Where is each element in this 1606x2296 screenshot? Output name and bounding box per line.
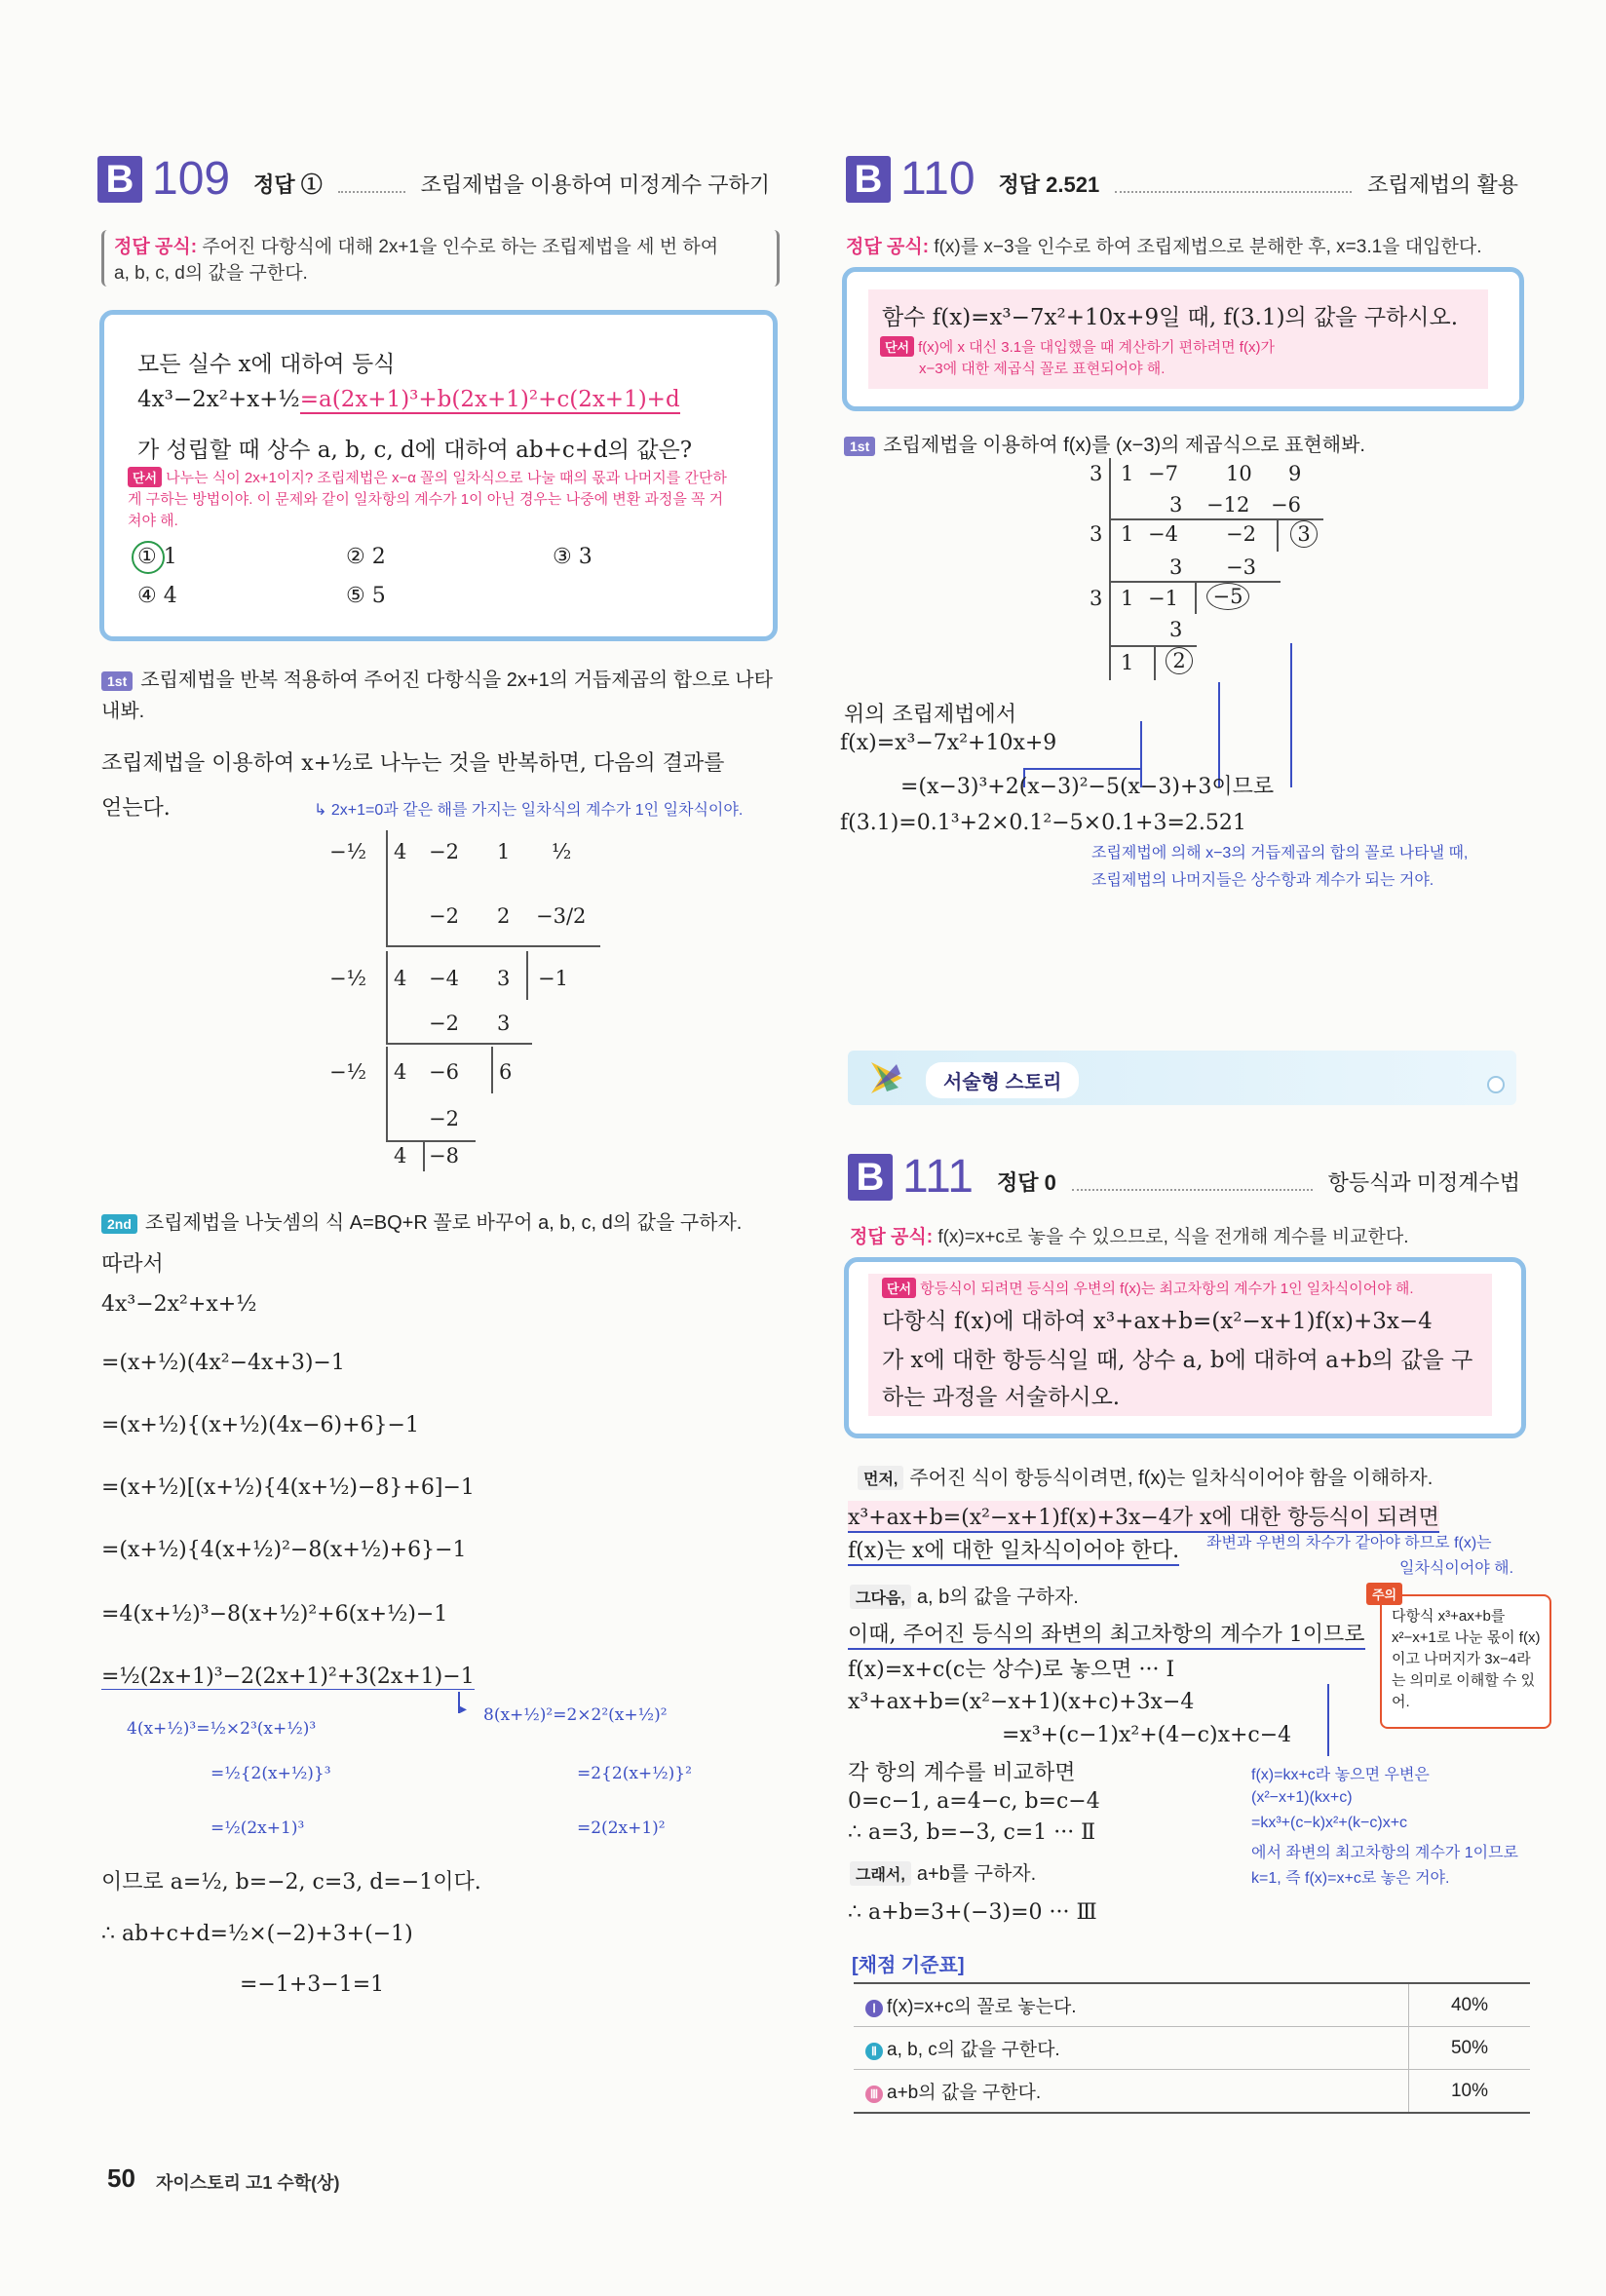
identity-note2: 일차식이어야 해. [1399, 1560, 1514, 1577]
problem-111-header [848, 1151, 1520, 1203]
criteria-desc: f(x)=x+c의 꼴로 놓는다. [887, 1997, 1077, 2017]
coef: 3 [497, 967, 511, 990]
coef: 1 [1121, 651, 1134, 674]
topic: 조립제법을 이용하여 미정계수 구하기 [420, 172, 770, 197]
divisor-3: −½ [329, 1060, 366, 1084]
final-line1: ∴ ab+c+d=½×(−2)+3+(−1) [101, 1922, 413, 1946]
step-tag: 2nd [101, 1214, 137, 1234]
step-text: 조립제법을 이용하여 f(x)를 (x−3)의 제곱식으로 표현해봐. [883, 435, 1365, 456]
coef: 1 [1121, 462, 1134, 485]
formula-line2: a, b, c, d의 값을 구한다. [114, 263, 308, 284]
solution-line: 이때, 주어진 등식의 좌변의 최고차항의 계수가 1이므로 [848, 1618, 1365, 1650]
side-note: (x²−x+1)(kx+c) [1251, 1789, 1353, 1806]
side-note: 에서 좌변의 최고차항의 계수가 1이므로 [1251, 1845, 1518, 1861]
hint-line1: f(x)에 x 대신 3.1을 대입했을 때 계산하기 편하려면 f(x)가 [918, 339, 1275, 356]
question-line3: 가 성립할 때 상수 a, b, c, d에 대하여 ab+c+d의 값은? [137, 438, 693, 463]
blue-note: 4(x+½)³=½×2³(x+½)³ [127, 1719, 317, 1739]
eq-left: 4x³−2x²+x+½ [137, 387, 300, 412]
step1-109 [101, 665, 774, 727]
story-banner [848, 1051, 1516, 1105]
next-step [850, 1581, 1079, 1609]
answer: 정답 2.521 [998, 172, 1100, 197]
criteria-text [854, 2070, 1409, 2114]
level-badge: B [97, 156, 142, 203]
note-line2: 조립제법의 나머지들은 상수항과 계수가 되는 거야. [1091, 872, 1434, 889]
question-line3: 하는 과정을 서술하시오. [882, 1385, 1121, 1410]
divider [338, 191, 405, 193]
step-tag: 1st [844, 437, 875, 456]
remainder-circled: 2 [1166, 647, 1193, 674]
arrow-head: ▸ [460, 1702, 468, 1717]
answer-formula [101, 230, 780, 287]
identity-note1: 좌변과 우변의 차수가 같아야 하므로 f(x)는 [1206, 1535, 1492, 1551]
so-label: 그래서, [850, 1861, 911, 1886]
coef: −12 [1206, 493, 1250, 517]
warning-box [1372, 1588, 1551, 1729]
therefore: 따라서 [101, 1252, 164, 1277]
question-box-110 [842, 267, 1524, 411]
choice-4[interactable]: ④ 4 [137, 584, 177, 608]
table-row [854, 2027, 1530, 2070]
answer: 정답 0 [996, 1170, 1056, 1195]
remainder: −8 [429, 1144, 459, 1167]
so-text: a+b를 구하자. [916, 1863, 1037, 1885]
divisor: 3 [1090, 587, 1103, 610]
criteria-mark: Ⅱ [865, 2043, 883, 2060]
coef: 4 [394, 1144, 407, 1167]
criteria-table [854, 1982, 1530, 2114]
coef: −3/2 [536, 904, 587, 928]
table-row [854, 2070, 1530, 2114]
coef: 1 [497, 840, 511, 863]
question-box-111 [844, 1257, 1526, 1438]
question-text: 함수 f(x)=x³−7x²+10x+9일 때, f(3.1)의 값을 구하시오. [882, 305, 1459, 330]
level-badge: B [846, 156, 891, 203]
coef: −6 [429, 1060, 459, 1084]
level-badge: B [848, 1154, 893, 1201]
decor-dot-icon [1487, 1076, 1505, 1093]
text-result: 얻는다. [101, 796, 171, 821]
coef: 3 [1169, 618, 1183, 641]
coef: ½ [552, 840, 572, 863]
fx-expanded: =(x−3)³+2(x−3)²−5(x−3)+3이므로 [900, 775, 1275, 799]
fx-definition: f(x)=x³−7x²+10x+9 [840, 731, 1057, 755]
coef: 3 [1169, 555, 1183, 579]
coef: −4 [429, 967, 459, 990]
criteria-title: [채점 기준표] [852, 1955, 965, 1976]
note-line1: 조립제법에 의해 x−3의 거듭제곱의 합의 꼴로 나타낼 때, [1091, 845, 1469, 861]
derivation-line: =½(2x+1)³−2(2x+1)²+3(2x+1)−1 [101, 1665, 475, 1689]
question-line2: 가 x에 대한 항등식일 때, 상수 a, b에 대하여 a+b의 값을 구 [882, 1348, 1473, 1373]
coef: 1 [1121, 587, 1134, 610]
criteria-text [854, 2027, 1409, 2070]
blue-note: =½(2x+1)³ [210, 1818, 305, 1838]
solution-line: 0=c−1, a=4−c, b=c−4 [848, 1789, 1100, 1814]
criteria-desc: a, b, c의 값을 구한다. [887, 2040, 1060, 2060]
coef: −1 [1148, 587, 1178, 610]
divider [1072, 1189, 1313, 1191]
solution-final: ∴ a+b=3+(−3)=0 ··· Ⅲ [848, 1900, 1097, 1925]
coef: −2 [429, 840, 459, 863]
result-text: 이므로 a=½, b=−2, c=3, d=−1이다. [101, 1870, 481, 1894]
answer-formula [850, 1222, 1409, 1248]
step2-109 [101, 1206, 784, 1235]
warning-tag: 주의 [1366, 1583, 1402, 1605]
derivation-line: =(x+½)[(x+½){4(x+½)−8}+6]−1 [101, 1475, 475, 1500]
problem-number: 110 [900, 153, 975, 205]
criteria-pct: 10% [1409, 2070, 1531, 2114]
coef: 4 [394, 840, 407, 863]
solution-line: 각 항의 계수를 비교하면 [848, 1761, 1076, 1785]
story-title: 서술형 스토리 [926, 1062, 1079, 1098]
problem-number: 111 [902, 1151, 974, 1203]
first-step [858, 1462, 1433, 1490]
first-label: 먼저, [858, 1466, 903, 1490]
hint-line2: x−3에 대한 제곱식 꼴로 표현되어야 해. [919, 361, 1166, 377]
solution-line: x³+ax+b=(x²−x+1)(x+c)+3x−4 [848, 1690, 1195, 1714]
problem-109-header [97, 153, 770, 205]
answer: 정답 ① [253, 172, 323, 197]
divisor: 3 [1090, 522, 1103, 546]
blue-note: 8(x+½)²=2×2²(x+½)² [483, 1705, 668, 1725]
side-note: k=1, 즉 f(x)=x+c로 놓은 거야. [1251, 1870, 1450, 1887]
criteria-pct: 40% [1409, 1983, 1531, 2027]
solution-line: =x³+(c−1)x²+(4−c)x+c−4 [1002, 1723, 1292, 1747]
book-title: 자이스토리 고1 수학(상) [156, 2173, 340, 2193]
derivation-line: =(x+½){4(x+½)²−8(x+½)+6}−1 [101, 1538, 467, 1562]
blue-note: =2(2x+1)² [577, 1818, 666, 1838]
remainder-circled: −5 [1206, 583, 1249, 610]
coef: −2 [429, 904, 459, 928]
coef: 3 [497, 1012, 511, 1035]
divisor: 3 [1090, 462, 1103, 485]
story-logo-icon [867, 1058, 906, 1097]
coef: 10 [1226, 462, 1252, 485]
eq-right: =a(2x+1)³+b(2x+1)²+c(2x+1)+d [299, 387, 680, 412]
divisor-2: −½ [329, 967, 366, 990]
choice-5[interactable]: ⑤ 5 [346, 584, 386, 608]
divider [1115, 191, 1352, 193]
coef: 4 [394, 1060, 407, 1084]
coef: −7 [1148, 462, 1178, 485]
question-equation [137, 387, 680, 412]
remainder: 6 [499, 1060, 513, 1084]
table-row [854, 1983, 1530, 2027]
coef: 2 [497, 904, 511, 928]
warning-text: 다항식 x³+ax+b를 x²−x+1로 나눈 몫이 f(x)이고 나머지가 3x−4라는 의미로 이해할 수 있어. [1392, 1608, 1541, 1710]
choice-2[interactable]: ② 2 [346, 545, 386, 569]
side-note: f(x)=kx+c라 놓으면 우변은 [1251, 1767, 1430, 1783]
hint-tag: 단서 [882, 1278, 916, 1298]
side-arrow [1327, 1684, 1329, 1756]
hint [128, 467, 732, 532]
solution-line: f(x)=x+c(c는 상수)로 놓으면 ··· Ⅰ [848, 1658, 1175, 1682]
criteria-text [854, 1983, 1409, 2027]
coef: −2 [1226, 522, 1256, 546]
next-label: 그다음, [850, 1585, 911, 1609]
hint-tag: 단서 [880, 336, 914, 357]
text-above: 위의 조립제법에서 [844, 703, 1017, 727]
step-text: 조립제법을 반복 적용하여 주어진 다항식을 2x+1의 거듭제곱의 합으로 나타내봐. [101, 670, 773, 722]
hint-text: 항등식이 되려면 등식의 우변의 f(x)는 최고차항의 계수가 1인 일차식이어야 해. [920, 1281, 1414, 1297]
choice-1[interactable]: ① 1 [137, 545, 177, 569]
question-line1: 다항식 f(x)에 대하여 x³+ax+b=(x²−x+1)f(x)+3x−4 [882, 1309, 1433, 1334]
step-tag: 1st [101, 671, 133, 691]
page-number: 50 [107, 2163, 135, 2193]
topic: 조립제법의 활용 [1367, 172, 1518, 197]
f-3-1-value: f(3.1)=0.1³+2×0.1²−5×0.1+3=2.521 [840, 811, 1246, 835]
note-text: 2x+1=0과 같은 해를 가지는 일차식의 계수가 1인 일차식이야. [330, 802, 744, 819]
remainder: −1 [538, 967, 568, 990]
step1-110 [844, 429, 1365, 457]
coef: 9 [1288, 462, 1302, 485]
divisor-1: −½ [329, 840, 366, 863]
text-repeat: 조립제법을 이용하여 x+½로 나누는 것을 반복하면, 다음의 결과를 [101, 751, 725, 776]
criteria-desc: a+b의 값을 구한다. [887, 2083, 1042, 2103]
formula-text: f(x)=x+c로 놓을 수 있으므로, 식을 전개해 계수를 비교한다. [937, 1227, 1409, 1247]
criteria-mark: Ⅰ [865, 2000, 883, 2017]
derivation-line: 4x³−2x²+x+½ [101, 1292, 257, 1317]
solution-line: ∴ a=3, b=−3, c=1 ··· Ⅱ [848, 1820, 1096, 1845]
side-note: =kx³+(c−k)x²+(k−c)x+c [1251, 1815, 1408, 1831]
identity-line2: f(x)는 x에 대한 일차식이어야 한다. [848, 1534, 1179, 1566]
coef: −6 [1271, 493, 1301, 517]
formula-label: 정답 공식: [114, 237, 198, 257]
answer-circle-mark [132, 541, 165, 574]
criteria-pct: 50% [1409, 2027, 1531, 2070]
coef: −3 [1226, 555, 1256, 579]
hint [880, 336, 1275, 380]
answer-formula [846, 232, 1482, 258]
step-text: 조립제법을 나눗셈의 식 A=BQ+R 꼴로 바꾸어 a, b, c, d의 값을 구하자. [144, 1212, 743, 1234]
formula-text: f(x)를 x−3을 인수로 하여 조립제법으로 분해한 후, x=3.1을 대입한다. [934, 237, 1482, 257]
formula-label: 정답 공식: [850, 1227, 934, 1247]
coef: 4 [394, 967, 407, 990]
problem-110-header [846, 153, 1518, 205]
so-step [850, 1857, 1036, 1886]
coef: 1 [1121, 522, 1134, 546]
formula-line1: 주어진 다항식에 대해 2x+1을 인수로 하는 조립제법을 세 번 하여 [202, 237, 719, 257]
hint-tag: 단서 [128, 467, 162, 487]
derivation-line: =(x+½)(4x²−4x+3)−1 [101, 1351, 345, 1375]
identity-line1: x³+ax+b=(x²−x+1)f(x)+3x−4가 x에 대한 항등식이 되려면 [848, 1501, 1439, 1533]
next-text: a, b의 값을 구하자. [916, 1587, 1079, 1608]
topic: 항등식과 미정계수법 [1327, 1170, 1520, 1195]
coef: 3 [1169, 493, 1183, 517]
derivation-line: =(x+½){(x+½)(4x−6)+6}−1 [101, 1413, 419, 1437]
criteria-mark: Ⅲ [865, 2086, 883, 2103]
note-linear: ↳ 2x+1=0과 같은 해를 가지는 일차식의 계수가 1인 일차식이야. [314, 802, 744, 819]
blue-note: =½{2(x+½)}³ [210, 1764, 331, 1783]
formula-label: 정답 공식: [846, 237, 930, 257]
coef: −4 [1148, 522, 1178, 546]
blue-note: =2{2(x+½)}² [577, 1764, 692, 1783]
first-text: 주어진 식이 항등식이려면, f(x)는 일차식이어야 함을 이해하자. [909, 1468, 1434, 1489]
final-line2: =−1+3−1=1 [240, 1972, 385, 1997]
remainder-circled: 3 [1290, 520, 1318, 548]
coef: −2 [429, 1012, 459, 1035]
derivation-line: =4(x+½)³−8(x+½)²+6(x+½)−1 [101, 1602, 448, 1626]
coef: −2 [429, 1107, 459, 1130]
choice-3[interactable]: ③ 3 [553, 545, 593, 569]
hint [882, 1278, 1414, 1298]
hint-text: 나누는 식이 2x+1이지? 조립제법은 x−α 꼴의 일차식으로 나눌 때의 몫과 나머지를 간단하게 구하는 방법이야. 이 문제와 같이 일차항의 계수가 1이 아닌 경우는 나중에 변환 과정을 꼭 거쳐야 해. [128, 470, 727, 529]
question-line1: 모든 실수 x에 대하여 등식 [137, 352, 396, 377]
problem-number: 109 [152, 153, 231, 205]
synthetic-division-109 [322, 830, 614, 1181]
question-box-109 [99, 310, 778, 641]
